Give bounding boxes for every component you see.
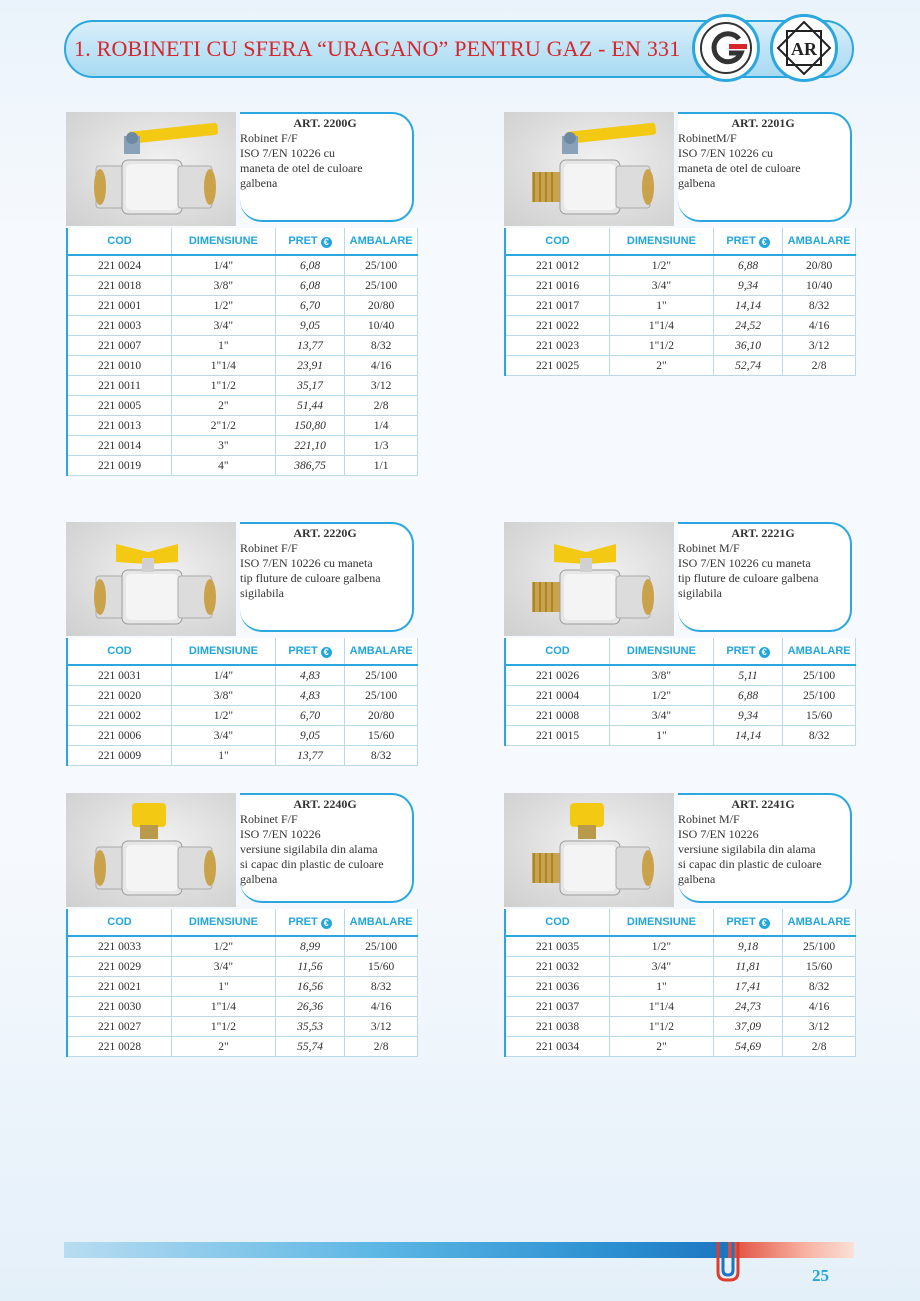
table-row bbox=[67, 706, 418, 726]
cell-cod: 221 0036 bbox=[505, 977, 610, 997]
logo-left bbox=[692, 14, 760, 82]
cell-dimensiune: 3/8" bbox=[610, 665, 714, 686]
cell-cod: 221 0031 bbox=[67, 665, 172, 686]
cell-pret: 13,77 bbox=[275, 746, 345, 766]
table-row bbox=[505, 336, 856, 356]
page-title: 1. ROBINETI CU SFERA “URAGANO” PENTRU GAZ - EN 331 bbox=[74, 36, 681, 61]
col-header-ambalare: AMBALARE bbox=[783, 638, 856, 665]
cell-ambalare: 4/16 bbox=[783, 997, 856, 1017]
cell-pret: 52,74 bbox=[713, 356, 783, 376]
cell-pret: 37,09 bbox=[713, 1017, 783, 1037]
description-line: Robinet F/F bbox=[240, 541, 298, 555]
description-line: RobinetM/F bbox=[678, 131, 737, 145]
cell-pret: 36,10 bbox=[713, 336, 783, 356]
description-line: sigilabila bbox=[240, 586, 284, 600]
cell-pret: 6,70 bbox=[275, 706, 345, 726]
cell-cod: 221 0003 bbox=[67, 316, 172, 336]
product-description-box bbox=[240, 793, 414, 903]
description-line: sigilabila bbox=[678, 586, 722, 600]
table-header-row bbox=[67, 228, 418, 255]
cell-cod: 221 0029 bbox=[67, 957, 172, 977]
cell-pret: 11,81 bbox=[713, 957, 783, 977]
table-row bbox=[505, 1037, 856, 1057]
description-line: ISO 7/EN 10226 cu maneta bbox=[678, 556, 811, 570]
cell-cod: 221 0005 bbox=[67, 396, 172, 416]
description-line: Robinet M/F bbox=[678, 812, 740, 826]
ball-valve-icon bbox=[504, 112, 674, 226]
cell-cod: 221 0035 bbox=[505, 936, 610, 957]
col-header-dimensiune: DIMENSIUNE bbox=[610, 909, 714, 936]
cell-cod: 221 0014 bbox=[67, 436, 172, 456]
cell-ambalare: 8/32 bbox=[345, 746, 418, 766]
table-row bbox=[67, 936, 418, 957]
cell-ambalare: 25/100 bbox=[783, 686, 856, 706]
cell-ambalare: 15/60 bbox=[345, 726, 418, 746]
table-row bbox=[67, 276, 418, 296]
table-row bbox=[67, 456, 418, 476]
table-row bbox=[505, 686, 856, 706]
cell-ambalare: 15/60 bbox=[783, 957, 856, 977]
cell-ambalare: 4/16 bbox=[345, 997, 418, 1017]
cell-cod: 221 0010 bbox=[67, 356, 172, 376]
col-header-ambalare: AMBALARE bbox=[345, 638, 418, 665]
description-line: galbena bbox=[678, 176, 716, 190]
description-line: ISO 7/EN 10226 cu bbox=[240, 146, 335, 160]
cell-ambalare: 3/12 bbox=[345, 1017, 418, 1037]
product-description-box bbox=[678, 112, 852, 222]
cell-pret: 11,56 bbox=[275, 957, 345, 977]
col-header-dimensiune: DIMENSIUNE bbox=[172, 638, 276, 665]
cell-ambalare: 8/32 bbox=[783, 726, 856, 746]
cell-ambalare: 1/4 bbox=[345, 416, 418, 436]
cell-pret: 54,69 bbox=[713, 1037, 783, 1057]
pret-label: PRET bbox=[726, 234, 756, 247]
cell-cod: 221 0016 bbox=[505, 276, 610, 296]
table-row bbox=[67, 997, 418, 1017]
cell-pret: 221,10 bbox=[275, 436, 345, 456]
price-table bbox=[66, 638, 418, 766]
table-row bbox=[505, 255, 856, 276]
table-row bbox=[505, 276, 856, 296]
description-line: si capac din plastic de culoare bbox=[240, 857, 384, 871]
euro-icon: € bbox=[759, 237, 770, 248]
table-row bbox=[67, 396, 418, 416]
euro-icon: € bbox=[321, 918, 332, 929]
col-header-dimensiune: DIMENSIUNE bbox=[172, 228, 276, 255]
cell-ambalare: 2/8 bbox=[783, 1037, 856, 1057]
table-row bbox=[67, 977, 418, 997]
cell-dimensiune: 1" bbox=[172, 336, 276, 356]
cell-cod: 221 0017 bbox=[505, 296, 610, 316]
cell-cod: 221 0008 bbox=[505, 706, 610, 726]
cell-cod: 221 0024 bbox=[67, 255, 172, 276]
cell-ambalare: 3/12 bbox=[783, 336, 856, 356]
table-row bbox=[67, 1037, 418, 1057]
cell-dimensiune: 2"1/2 bbox=[172, 416, 276, 436]
cell-cod: 221 0034 bbox=[505, 1037, 610, 1057]
cell-dimensiune: 3" bbox=[172, 436, 276, 456]
product-photo bbox=[66, 112, 236, 226]
cell-ambalare: 3/12 bbox=[783, 1017, 856, 1037]
cell-ambalare: 20/80 bbox=[345, 296, 418, 316]
cell-dimensiune: 1/4" bbox=[172, 665, 276, 686]
cell-pret: 4,83 bbox=[275, 686, 345, 706]
cell-ambalare: 25/100 bbox=[783, 665, 856, 686]
cell-pret: 24,52 bbox=[713, 316, 783, 336]
col-header-ambalare: AMBALARE bbox=[345, 228, 418, 255]
description-line: tip fluture de culoare galbena bbox=[678, 571, 819, 585]
cell-dimensiune: 3/4" bbox=[172, 316, 276, 336]
cell-pret: 23,91 bbox=[275, 356, 345, 376]
cell-cod: 221 0025 bbox=[505, 356, 610, 376]
cell-dimensiune: 3/4" bbox=[610, 706, 714, 726]
cell-pret: 9,34 bbox=[713, 276, 783, 296]
col-header-cod: COD bbox=[67, 638, 172, 665]
description-line: versiune sigilabila din alama bbox=[678, 842, 816, 856]
cell-ambalare: 10/40 bbox=[783, 276, 856, 296]
ar-logo-icon bbox=[773, 17, 835, 79]
cell-cod: 221 0018 bbox=[67, 276, 172, 296]
table-row bbox=[67, 957, 418, 977]
cell-ambalare: 25/100 bbox=[345, 936, 418, 957]
cell-pret: 17,41 bbox=[713, 977, 783, 997]
cell-cod: 221 0004 bbox=[505, 686, 610, 706]
cell-cod: 221 0015 bbox=[505, 726, 610, 746]
cell-cod: 221 0002 bbox=[67, 706, 172, 726]
table-row bbox=[67, 686, 418, 706]
cell-cod: 221 0023 bbox=[505, 336, 610, 356]
cell-pret: 16,56 bbox=[275, 977, 345, 997]
cell-pret: 13,77 bbox=[275, 336, 345, 356]
cell-pret: 6,08 bbox=[275, 255, 345, 276]
description-line: Robinet M/F bbox=[678, 541, 740, 555]
cell-ambalare: 25/100 bbox=[783, 936, 856, 957]
col-header-pret bbox=[713, 228, 783, 255]
cell-ambalare: 4/16 bbox=[345, 356, 418, 376]
table-row bbox=[505, 356, 856, 376]
cell-dimensiune: 1" bbox=[172, 977, 276, 997]
col-header-ambalare: AMBALARE bbox=[783, 228, 856, 255]
cell-pret: 26,36 bbox=[275, 997, 345, 1017]
col-header-pret bbox=[275, 638, 345, 665]
cell-pret: 6,88 bbox=[713, 686, 783, 706]
cell-ambalare: 10/40 bbox=[345, 316, 418, 336]
description-line: ISO 7/EN 10226 cu maneta bbox=[240, 556, 373, 570]
article-number: ART. 2220G bbox=[293, 526, 357, 540]
cell-cod: 221 0012 bbox=[505, 255, 610, 276]
table-row bbox=[505, 997, 856, 1017]
cell-dimensiune: 3/8" bbox=[172, 276, 276, 296]
table-row bbox=[67, 376, 418, 396]
cell-ambalare: 8/32 bbox=[783, 977, 856, 997]
table-row bbox=[505, 957, 856, 977]
cell-ambalare: 1/3 bbox=[345, 436, 418, 456]
description-line: si capac din plastic de culoare bbox=[678, 857, 822, 871]
cell-dimensiune: 3/4" bbox=[172, 957, 276, 977]
product-photo bbox=[66, 793, 236, 907]
article-number: ART. 2201G bbox=[731, 116, 795, 130]
description-line: galbena bbox=[240, 872, 278, 886]
cell-dimensiune: 2" bbox=[172, 1037, 276, 1057]
product-photo bbox=[66, 522, 236, 636]
cell-dimensiune: 1/2" bbox=[610, 255, 714, 276]
cell-pret: 386,75 bbox=[275, 456, 345, 476]
cell-pret: 9,05 bbox=[275, 316, 345, 336]
cell-dimensiune: 3/4" bbox=[610, 276, 714, 296]
cell-pret: 6,70 bbox=[275, 296, 345, 316]
cell-ambalare: 8/32 bbox=[783, 296, 856, 316]
cell-dimensiune: 3/4" bbox=[610, 957, 714, 977]
ball-valve-icon bbox=[66, 112, 236, 226]
logo-right bbox=[770, 14, 838, 82]
ball-valve-icon bbox=[66, 793, 236, 907]
pret-label: PRET bbox=[288, 915, 318, 928]
product-description-box bbox=[678, 793, 852, 903]
cell-ambalare: 15/60 bbox=[783, 706, 856, 726]
cell-dimensiune: 1"1/4 bbox=[610, 997, 714, 1017]
cell-ambalare: 25/100 bbox=[345, 276, 418, 296]
cell-pret: 14,14 bbox=[713, 726, 783, 746]
cell-pret: 4,83 bbox=[275, 665, 345, 686]
cell-cod: 221 0028 bbox=[67, 1037, 172, 1057]
description-line: tip fluture de culoare galbena bbox=[240, 571, 381, 585]
cell-pret: 6,88 bbox=[713, 255, 783, 276]
table-row bbox=[67, 296, 418, 316]
cell-ambalare: 20/80 bbox=[783, 255, 856, 276]
svg-text:AR: AR bbox=[791, 39, 817, 59]
col-header-pret bbox=[713, 638, 783, 665]
cell-pret: 8,99 bbox=[275, 936, 345, 957]
cell-pret: 24,73 bbox=[713, 997, 783, 1017]
col-header-ambalare: AMBALARE bbox=[345, 909, 418, 936]
table-row bbox=[505, 296, 856, 316]
description-line: ISO 7/EN 10226 bbox=[678, 827, 759, 841]
cell-cod: 221 0009 bbox=[67, 746, 172, 766]
cell-pret: 14,14 bbox=[713, 296, 783, 316]
cell-ambalare: 2/8 bbox=[345, 396, 418, 416]
cell-cod: 221 0022 bbox=[505, 316, 610, 336]
ball-valve-icon bbox=[504, 522, 674, 636]
cell-dimensiune: 1/2" bbox=[172, 706, 276, 726]
cell-ambalare: 4/16 bbox=[783, 316, 856, 336]
col-header-dimensiune: DIMENSIUNE bbox=[172, 909, 276, 936]
cell-cod: 221 0037 bbox=[505, 997, 610, 1017]
price-table bbox=[504, 909, 856, 1057]
table-row bbox=[505, 726, 856, 746]
col-header-ambalare: AMBALARE bbox=[783, 909, 856, 936]
cell-ambalare: 1/1 bbox=[345, 456, 418, 476]
table-row bbox=[505, 1017, 856, 1037]
col-header-cod: COD bbox=[67, 909, 172, 936]
description-line: ISO 7/EN 10226 cu bbox=[678, 146, 773, 160]
cell-cod: 221 0011 bbox=[67, 376, 172, 396]
cell-ambalare: 8/32 bbox=[345, 977, 418, 997]
table-row bbox=[67, 436, 418, 456]
cell-dimensiune: 1/2" bbox=[610, 686, 714, 706]
product-photo bbox=[504, 522, 674, 636]
col-header-pret bbox=[275, 228, 345, 255]
cell-cod: 221 0001 bbox=[67, 296, 172, 316]
col-header-pret bbox=[275, 909, 345, 936]
pret-label: PRET bbox=[726, 915, 756, 928]
cell-pret: 6,08 bbox=[275, 276, 345, 296]
cell-pret: 35,17 bbox=[275, 376, 345, 396]
col-header-pret bbox=[713, 909, 783, 936]
cell-dimensiune: 1"1/4 bbox=[172, 356, 276, 376]
description-line: maneta de otel de culoare bbox=[678, 161, 801, 175]
pret-label: PRET bbox=[288, 234, 318, 247]
price-table bbox=[66, 228, 418, 476]
cell-pret: 51,44 bbox=[275, 396, 345, 416]
pret-label: PRET bbox=[726, 644, 756, 657]
cell-pret: 9,34 bbox=[713, 706, 783, 726]
pret-label: PRET bbox=[288, 644, 318, 657]
col-header-cod: COD bbox=[505, 638, 610, 665]
col-header-cod: COD bbox=[505, 909, 610, 936]
cell-dimensiune: 1" bbox=[610, 977, 714, 997]
cell-cod: 221 0006 bbox=[67, 726, 172, 746]
cell-dimensiune: 2" bbox=[172, 396, 276, 416]
cell-cod: 221 0019 bbox=[67, 456, 172, 476]
col-header-cod: COD bbox=[505, 228, 610, 255]
table-row bbox=[505, 706, 856, 726]
cell-cod: 221 0038 bbox=[505, 1017, 610, 1037]
article-number: ART. 2200G bbox=[293, 116, 357, 130]
col-header-dimensiune: DIMENSIUNE bbox=[610, 228, 714, 255]
cell-ambalare: 25/100 bbox=[345, 255, 418, 276]
product-photo bbox=[504, 793, 674, 907]
table-row bbox=[67, 1017, 418, 1037]
product-description-box bbox=[240, 112, 414, 222]
price-table bbox=[504, 228, 856, 376]
cell-ambalare: 25/100 bbox=[345, 665, 418, 686]
cell-cod: 221 0027 bbox=[67, 1017, 172, 1037]
pipe-icon bbox=[716, 1242, 740, 1282]
cell-dimensiune: 1"1/4 bbox=[172, 997, 276, 1017]
table-row bbox=[67, 255, 418, 276]
euro-icon: € bbox=[321, 647, 332, 658]
cell-dimensiune: 1/2" bbox=[172, 296, 276, 316]
cell-pret: 9,05 bbox=[275, 726, 345, 746]
cell-dimensiune: 1"1/2 bbox=[172, 1017, 276, 1037]
cell-dimensiune: 1"1/4 bbox=[610, 316, 714, 336]
cell-dimensiune: 2" bbox=[610, 1037, 714, 1057]
description-line: maneta de otel de culoare bbox=[240, 161, 363, 175]
euro-icon: € bbox=[759, 647, 770, 658]
cell-pret: 150,80 bbox=[275, 416, 345, 436]
table-row bbox=[505, 316, 856, 336]
cell-cod: 221 0026 bbox=[505, 665, 610, 686]
col-header-dimensiune: DIMENSIUNE bbox=[610, 638, 714, 665]
table-row bbox=[505, 665, 856, 686]
description-line: Robinet F/F bbox=[240, 131, 298, 145]
cell-dimensiune: 1/4" bbox=[172, 255, 276, 276]
cell-ambalare: 15/60 bbox=[345, 957, 418, 977]
ball-valve-icon bbox=[504, 793, 674, 907]
cell-ambalare: 3/12 bbox=[345, 376, 418, 396]
table-row bbox=[67, 665, 418, 686]
product-description-box bbox=[240, 522, 414, 632]
table-row bbox=[67, 316, 418, 336]
description-line: ISO 7/EN 10226 bbox=[240, 827, 321, 841]
table-header-row bbox=[505, 909, 856, 936]
cell-pret: 9,18 bbox=[713, 936, 783, 957]
table-row bbox=[505, 977, 856, 997]
cell-dimensiune: 3/4" bbox=[172, 726, 276, 746]
table-row bbox=[67, 416, 418, 436]
cell-dimensiune: 1" bbox=[610, 296, 714, 316]
article-number: ART. 2241G bbox=[731, 797, 795, 811]
ball-valve-icon bbox=[66, 522, 236, 636]
cell-pret: 35,53 bbox=[275, 1017, 345, 1037]
cell-ambalare: 25/100 bbox=[345, 686, 418, 706]
product-photo bbox=[504, 112, 674, 226]
description-line: Robinet F/F bbox=[240, 812, 298, 826]
gas-logo-icon bbox=[695, 17, 757, 79]
table-row bbox=[67, 726, 418, 746]
description-line: galbena bbox=[240, 176, 278, 190]
cell-cod: 221 0013 bbox=[67, 416, 172, 436]
cell-dimensiune: 4" bbox=[172, 456, 276, 476]
cell-dimensiune: 1" bbox=[610, 726, 714, 746]
cell-dimensiune: 1/2" bbox=[172, 936, 276, 957]
cell-ambalare: 2/8 bbox=[345, 1037, 418, 1057]
cell-ambalare: 2/8 bbox=[783, 356, 856, 376]
cell-dimensiune: 1"1/2 bbox=[610, 1017, 714, 1037]
table-header-row bbox=[67, 909, 418, 936]
table-row bbox=[67, 336, 418, 356]
cell-dimensiune: 1" bbox=[172, 746, 276, 766]
description-line: versiune sigilabila din alama bbox=[240, 842, 378, 856]
cell-dimensiune: 1/2" bbox=[610, 936, 714, 957]
cell-dimensiune: 2" bbox=[610, 356, 714, 376]
table-header-row bbox=[505, 638, 856, 665]
cell-ambalare: 20/80 bbox=[345, 706, 418, 726]
table-row bbox=[67, 746, 418, 766]
euro-icon: € bbox=[759, 918, 770, 929]
cell-dimensiune: 3/8" bbox=[172, 686, 276, 706]
col-header-cod: COD bbox=[67, 228, 172, 255]
cell-ambalare: 8/32 bbox=[345, 336, 418, 356]
table-row bbox=[505, 936, 856, 957]
euro-icon: € bbox=[321, 237, 332, 248]
cell-dimensiune: 1"1/2 bbox=[172, 376, 276, 396]
cell-cod: 221 0030 bbox=[67, 997, 172, 1017]
cell-cod: 221 0032 bbox=[505, 957, 610, 977]
table-row bbox=[67, 356, 418, 376]
cell-cod: 221 0021 bbox=[67, 977, 172, 997]
cell-cod: 221 0007 bbox=[67, 336, 172, 356]
cell-cod: 221 0020 bbox=[67, 686, 172, 706]
cell-pret: 5,11 bbox=[713, 665, 783, 686]
description-line: galbena bbox=[678, 872, 716, 886]
article-number: ART. 2221G bbox=[731, 526, 795, 540]
price-table bbox=[504, 638, 856, 746]
cell-dimensiune: 1"1/2 bbox=[610, 336, 714, 356]
cell-cod: 221 0033 bbox=[67, 936, 172, 957]
table-header-row bbox=[505, 228, 856, 255]
cell-pret: 55,74 bbox=[275, 1037, 345, 1057]
footer-bar-accent bbox=[728, 1242, 854, 1258]
product-description-box bbox=[678, 522, 852, 632]
price-table bbox=[66, 909, 418, 1057]
page-number: 25 bbox=[812, 1266, 829, 1285]
table-header-row bbox=[67, 638, 418, 665]
article-number: ART. 2240G bbox=[293, 797, 357, 811]
